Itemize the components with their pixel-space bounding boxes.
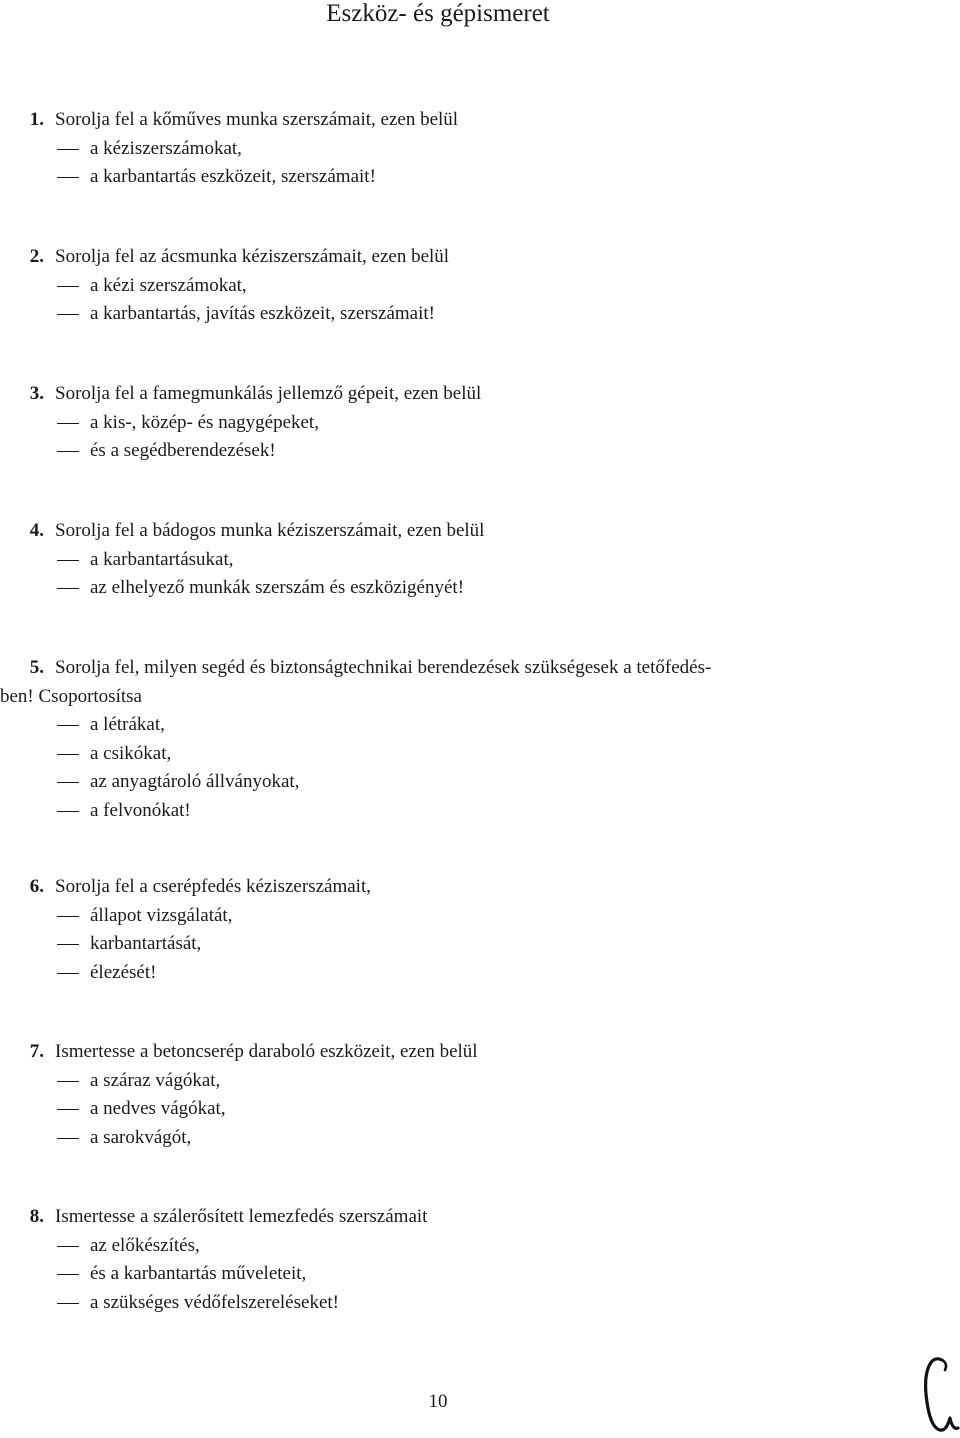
page-number: 10 (428, 1391, 448, 1412)
question-number: 4. (29, 520, 44, 541)
dash-bullet (57, 451, 79, 452)
dash-bullet (57, 560, 79, 561)
question-stem: Ismertesse a betoncserép daraboló eszközeit, ezen belül (55, 1041, 478, 1062)
dash-bullet (57, 1303, 79, 1304)
dash-bullet (57, 314, 79, 315)
dash-bullet (57, 423, 79, 424)
dash-bullet (57, 588, 79, 589)
question-stem: Sorolja fel a famegmunkálás jellemző gépeit, ezen belül (55, 383, 482, 404)
question-stem: Ismertesse a szálerősített lemezfedés szerszámait (55, 1206, 428, 1227)
dash-bullet (57, 1246, 79, 1247)
dash-bullet (57, 1081, 79, 1082)
question-stem-line: Sorolja fel, milyen segéd és biztonságtechnikai berendezések szükségesek a tetőfedés- (55, 657, 712, 678)
question-stem: Sorolja fel a bádogos munka kéziszerszámait, ezen belül (55, 520, 485, 541)
dash-bullet (57, 286, 79, 287)
dash-bullet (57, 944, 79, 945)
dash-bullet (57, 177, 79, 178)
handwritten-initial-signature (918, 1350, 960, 1438)
question-number: 2. (29, 246, 44, 267)
question-number: 3. (29, 383, 44, 404)
dash-bullet (57, 782, 79, 783)
dash-bullet (57, 754, 79, 755)
dash-bullet (57, 1109, 79, 1110)
dash-bullet (57, 725, 79, 726)
question-number: 8. (29, 1206, 44, 1227)
dash-bullet (57, 149, 79, 150)
dash-bullet (57, 1274, 79, 1275)
dash-bullet (57, 811, 79, 812)
question-stem: Sorolja fel a cserépfedés kéziszerszámait, (55, 876, 371, 897)
question-stem-continuation: ben! Csoportosítsa (0, 685, 142, 707)
dash-bullet (57, 973, 79, 974)
question-number: 6. (29, 876, 44, 897)
page-title: Eszköz- és gépismeret (326, 0, 550, 27)
dash-bullet (57, 916, 79, 917)
question-number: 1. (29, 109, 44, 130)
question-stem (0, 654, 875, 711)
question-stem: Sorolja fel a kőműves munka szerszámait, ezen belül (55, 109, 459, 130)
question-number: 5. (29, 657, 44, 678)
dash-bullet (57, 1138, 79, 1139)
question-number: 7. (29, 1041, 44, 1062)
question-stem: Sorolja fel az ácsmunka kéziszerszámait, ezen belül (55, 246, 450, 267)
